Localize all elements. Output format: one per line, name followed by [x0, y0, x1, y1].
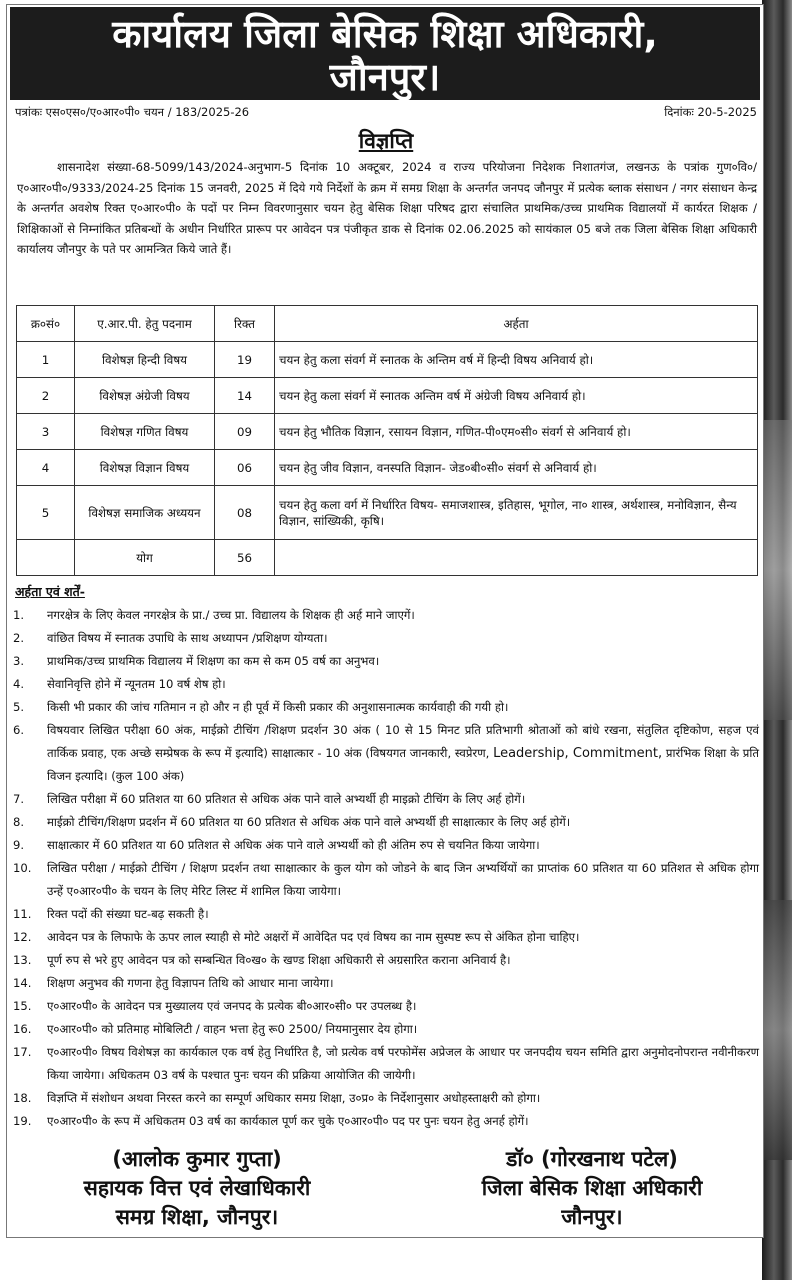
cell-qualification: चयन हेतु जीव विज्ञान, वनस्पति विज्ञान- जेड०बी०सी० संवर्ग से अनिवार्य हो।: [275, 450, 758, 486]
cell-empty: [17, 540, 75, 576]
intro-paragraph: शासनादेश संख्या-68-5099/143/2024-अनुभाग-5 दिनांक 10 अक्टूबर, 2024 व राज्य परियोजना निदेशक निशातगंज, लखनऊ के पत्रांक गुण०वि०/ए०आर०पी०/9333/2024-25 दिनांक 15 जनवरी, 2025 में दिये गये निर्देशों के क्रम में समग्र शिक्षा के अन्तर्गत जनपद जौनपुर में प्रत्येक ब्लाक संसाधन / नगर संसाधन केन्द्र के अन्तर्गत अवशेष रिक्त ए०आर०पी० के पदों पर निम्न विवरणानुसार चयन हेतु बेसिक शिक्षा परिषद द्वारा संचालित प्राथमिक/उच्च प्राथमिक विद्यालयों में कार्यरत शिक्षक / शिक्षिकाओं से निम्नांकित प्रतिबन्धों के अधीन निर्धारित प्रारूप पर आवेदन पत्र पंजीकृत डाक से दिनांक 02.06.2025 को सायंकाल 05 बजे तक जिला बेसिक शिक्षा अधिकारी कार्यालय जौनपुर के पते पर आमन्त्रित किये जाते हैं।: [17, 160, 757, 256]
office-header: [10, 7, 760, 100]
list-item: [13, 650, 759, 673]
item-text: ए०आर०पी० को प्रतिमाह मोबिलिटी / वाहन भत्ता हेतु रू0 2500/ नियमानुसार देय होगा।: [47, 1022, 418, 1036]
list-item: [13, 995, 759, 1018]
item-text: वांछित विषय में स्नातक उपाधि के साथ अध्यापन /प्रशिक्षण योग्यता।: [47, 631, 328, 645]
list-item: [13, 788, 759, 811]
item-number: 1.: [13, 608, 25, 622]
list-item: [13, 1041, 759, 1087]
cell-post: विशेषज्ञ गणित विषय: [75, 414, 215, 450]
conditions-list: [13, 604, 759, 1133]
item-text: ए०आर०पी० के रूप में अधिकतम 03 वर्ष का कार्यकाल पूर्ण कर चुके ए०आर०पी० पद पर पुनः चयन हेतु अनर्ह होगें।: [47, 1114, 529, 1128]
cell-serial: 1: [17, 342, 75, 378]
cell-empty: [275, 540, 758, 576]
list-item: [13, 627, 759, 650]
signatory-name: (आलोक कुमार गुप्ता): [112, 1147, 282, 1171]
item-text: नगरक्षेत्र के लिए केवल नगरक्षेत्र के प्रा./ उच्च प्रा. विद्यालय के शिक्षक ही अर्ह माने जाएगें।: [47, 608, 415, 622]
item-text: सेवानिवृत्ति होने में न्यूनतम 10 वर्ष शेष हो।: [47, 677, 226, 691]
list-item: [13, 719, 759, 788]
list-item: [13, 903, 759, 926]
header-serial: क्र०सं०: [17, 306, 75, 342]
list-item: [13, 1018, 759, 1041]
item-number: 14.: [13, 976, 32, 990]
total-value: 56: [215, 540, 275, 576]
total-label: योग: [75, 540, 215, 576]
signatory-office: समग्र शिक्षा, जौनपुर।: [115, 1205, 279, 1229]
item-text: प्राथमिक/उच्च प्राथमिक विद्यालय में शिक्षण का कम से कम 05 वर्ष का अनुभव।: [47, 654, 380, 668]
item-number: 3.: [13, 654, 25, 668]
signatory-designation: जिला बेसिक शिक्षा अधिकारी: [481, 1176, 703, 1200]
item-number: 11.: [13, 907, 32, 921]
vacancy-table: [16, 305, 758, 576]
signatory-left: [27, 1145, 367, 1232]
item-text: लिखित परीक्षा / माईक्रो टीचिंग / शिक्षण प्रदर्शन तथा साक्षात्कार के कुल योग को जोडने के बाद जिन अभ्यर्थियों का प्राप्तांक 60 प्रतिशत या 60 प्रतिशत से अधिक होगा उन्हें ए०आर०पी० के चयन के लिए मेरिट लिस्ट में शामिल किया जायेगा।: [47, 861, 759, 898]
list-item: [13, 696, 759, 719]
list-item: [13, 857, 759, 903]
cell-serial: 2: [17, 378, 75, 414]
office-title-line2: जौनपुर।: [329, 55, 441, 99]
item-text: पूर्ण रुप से भरे हुए आवेदन पत्र को सम्बन्धित वि०ख० के खण्ड शिक्षा अधिकारी से अग्रसारित कराना अनिवार्य है।: [47, 953, 511, 967]
cell-vacancy: 08: [215, 486, 275, 540]
list-item: [13, 834, 759, 857]
list-item: [13, 604, 759, 627]
item-number: 12.: [13, 930, 32, 944]
cell-post: विशेषज्ञ विज्ञान विषय: [75, 450, 215, 486]
item-number: 7.: [13, 792, 25, 806]
cell-serial: 4: [17, 450, 75, 486]
signatory-right: [427, 1145, 757, 1232]
strip-highlight: [762, 900, 792, 1160]
table-total-row: [17, 540, 758, 576]
conditions-heading: अर्हता एवं शर्तें-: [15, 584, 85, 599]
list-item: [13, 673, 759, 696]
cell-vacancy: 09: [215, 414, 275, 450]
strip-highlight: [762, 420, 792, 720]
list-item: [13, 926, 759, 949]
reference-row: [15, 105, 757, 121]
item-number: 10.: [13, 861, 32, 875]
item-text: रिक्त पदों की संख्या घट-बढ़ सकती है।: [47, 907, 209, 921]
item-number: 4.: [13, 677, 25, 691]
item-text: विषयवार लिखित परीक्षा 60 अंक, माईक्रो टीचिंग /शिक्षण प्रदर्शन 30 अंक ( 10 से 15 मिनट प्रति प्रतिभागी श्रोताओं को बांधे रखना, संतुलित दृष्टिकोण, सहज एवं तार्किक प्रवाह, एक अच्छे सम्प्रेषक के रूप में इत्यादि) साक्षात्कार - 10 अंक (विषयगत जानकारी, स्वप्रेरण,: [47, 723, 759, 760]
header-vacancy: रिक्त: [215, 306, 275, 342]
item-number: 16.: [13, 1022, 32, 1036]
item-number: 8.: [13, 815, 25, 829]
item-number: 18.: [13, 1091, 32, 1105]
item-text: लिखित परीक्षा में 60 प्रतिशत या 60 प्रतिशत से अधिक अंक पाने वाले अभ्यर्थी ही माइक्रो टीचिंग के लिए अर्ह होगें।: [47, 792, 526, 806]
item-text: ए०आर०पी० विषय विशेषज्ञ का कार्यकाल एक वर्ष हेतु निर्धारित है, जो प्रत्येक वर्ष परफोमेंस अप्रेजल के आधार पर जनपदीय चयन समिति द्वारा अनुमोदनोपरान्त नवीनीकरण किया जायेगा। अधिकतम 03 वर्ष के पश्चात पुनः चयन की प्रक्रिया आयोजित की जायेगी।: [47, 1045, 759, 1082]
signatory-office: जौनपुर।: [561, 1205, 623, 1229]
item-text: ए०आर०पी० के आवेदन पत्र मुख्यालय एवं जनपद के प्रत्येक बी०आर०सी० पर उपलब्ध है।: [47, 999, 417, 1013]
office-title-line1: कार्यालय जिला बेसिक शिक्षा अधिकारी,: [112, 12, 658, 56]
item-number: 13.: [13, 953, 32, 967]
item-text: शिक्षण अनुभव की गणना हेतु विज्ञापन तिथि को आधार माना जायेगा।: [47, 976, 334, 990]
item-number: 6.: [13, 723, 25, 737]
list-item: [13, 1087, 759, 1110]
item-text-latin: Leadership, Commitment,: [493, 746, 663, 761]
item-number: 15.: [13, 999, 32, 1013]
header-post: ए.आर.पी. हेतु पदनाम: [75, 306, 215, 342]
signatory-designation: सहायक वित्त एवं लेखाधिकारी: [83, 1176, 311, 1200]
table-row: [17, 342, 758, 378]
item-number: 9.: [13, 838, 25, 852]
list-item: [13, 1110, 759, 1133]
table-row: [17, 486, 758, 540]
cell-qualification: चयन हेतु कला वर्ग में निर्धारित विषय- समाजशास्त्र, इतिहास, भूगोल, ना० शास्त्र, अर्थशास्त्र, मनोविज्ञान, सैन्य विज्ञान, सांख्यिकी, कृषि।: [275, 486, 758, 540]
cell-post: विशेषज्ञ समाजिक अध्ययन: [75, 486, 215, 540]
list-item: [13, 949, 759, 972]
list-item: [13, 972, 759, 995]
signatory-name: डॉ० (गोरखनाथ पटेल): [506, 1147, 678, 1171]
cell-qualification: चयन हेतु कला संवर्ग में स्नातक के अन्तिम वर्ष में हिन्दी विषय अनिवार्य हो।: [275, 342, 758, 378]
item-number: 19.: [13, 1114, 32, 1128]
item-text-end: प्रारंभिक शिक्षा के प्रति विजन इत्यादि। (कुल 100 अंक): [47, 746, 759, 783]
table-row: [17, 414, 758, 450]
item-text: किसी भी प्रकार की जांच गतिमान न हो और न ही पूर्व में किसी प्रकार की अनुशासनात्मक कार्यवाही की गयी हो।: [47, 700, 509, 714]
cell-vacancy: 14: [215, 378, 275, 414]
item-text: माईक्रो टीचिंग/शिक्षण प्रदर्शन में 60 प्रतिशत या 60 प्रतिशत से अधिक अंक पाने वाले अभ्यर्थी ही साक्षात्कार के लिए अर्ह होगें।: [47, 815, 571, 829]
cell-qualification: चयन हेतु भौतिक विज्ञान, रसायन विज्ञान, गणित-पी०एम०सी० संवर्ग से अनिवार्य हो।: [275, 414, 758, 450]
item-text: विज्ञप्ति में संशोधन अथवा निरस्त करने का सम्पूर्ण अधिकार समग्र शिक्षा, उ०प्र० के निर्देशानुसार अधोहस्ताक्षरी को होगा।: [47, 1091, 541, 1105]
reference-number: पत्रांकः एस०एस०/ए०आर०पी० चयन / 183/2025-26: [15, 105, 250, 119]
table-row: [17, 378, 758, 414]
cell-serial: 3: [17, 414, 75, 450]
table-row: [17, 450, 758, 486]
item-text: आवेदन पत्र के लिफाफे के ऊपर लाल स्याही से मोटे अक्षरों में आवेदित पद एवं विषय का नाम सुस्पष्ट रूप से अंकित होना चाहिए।: [47, 930, 580, 944]
notice-title: विज्ञप्ति: [358, 129, 414, 153]
cell-serial: 5: [17, 486, 75, 540]
cell-vacancy: 19: [215, 342, 275, 378]
item-number: 17.: [13, 1045, 32, 1059]
background-photo-strip: [762, 0, 792, 1280]
cell-post: विशेषज्ञ हिन्दी विषय: [75, 342, 215, 378]
item-number: 5.: [13, 700, 25, 714]
item-text: साक्षात्कार में 60 प्रतिशत या 60 प्रतिशत से अधिक अंक पाने वाले अभ्यर्थी को ही अंतिम रुप से चयनित किया जायेगा।: [47, 838, 540, 852]
table-header-row: [17, 306, 758, 342]
cell-post: विशेषज्ञ अंग्रेजी विषय: [75, 378, 215, 414]
cell-qualification: चयन हेतु कला संवर्ग में स्नातक अन्तिम वर्ष में अंग्रेजी विषय अनिवार्य हो।: [275, 378, 758, 414]
item-number: 2.: [13, 631, 25, 645]
notice-sheet: [6, 4, 764, 1238]
header-qualification: अर्हता: [275, 306, 758, 342]
list-item: [13, 811, 759, 834]
notice-date: दिनांकः 20-5-2025: [664, 105, 757, 119]
cell-vacancy: 06: [215, 450, 275, 486]
